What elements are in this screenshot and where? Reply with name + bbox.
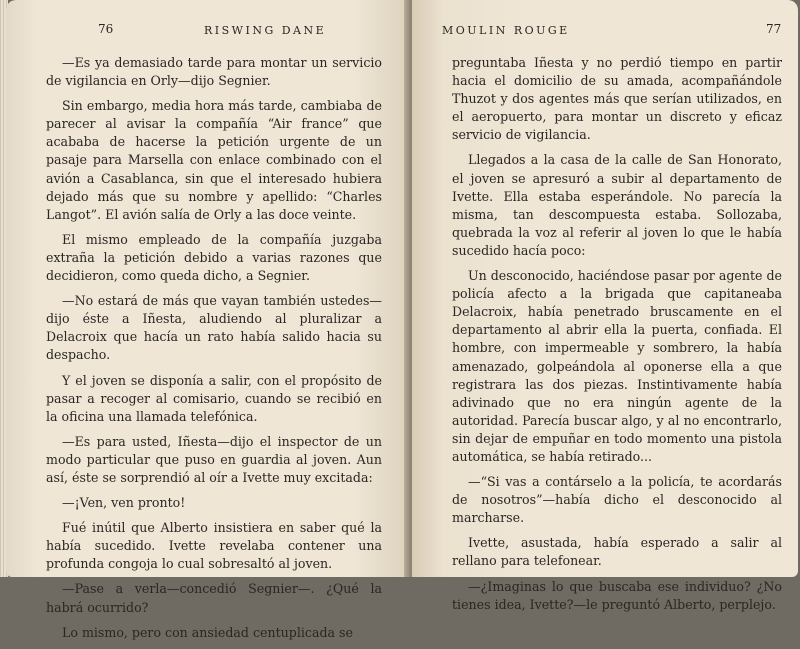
paragraph: El mismo empleado de la compañía juzgaba extraña la petición debido a varias razones que decidieron, como queda dicho, a Segnier. [46, 231, 382, 284]
paragraph: Llegados a la casa de la calle de San Honorato, el joven se apresuró a subir al departamento de Ivette. Ella estaba esperándole. No parecía la misma, tan descompuesta estaba. Sollozaba, quebrada la voz al referir al joven lo que le había sucedido hacía poco: [452, 152, 782, 258]
paragraph: —No estará de más que vayan también ustedes—dijo éste a Iñesta, aludiendo al pluralizar a Delacroix que hacía un rato había salido hacia su despacho. [46, 293, 382, 363]
right-page-text [452, 54, 782, 621]
left-running-head: RISWING DANE [204, 24, 327, 37]
paragraph: —“Si vas a contárselo a la policía, te acordarás de nosotros”—había dicho el desconocido al marcharse. [452, 474, 782, 526]
paragraph: Sin embargo, media hora más tarde, cambiaba de parecer al avisar la compañía “Air france” que acababa de hacerse la petición urgente de un pasaje para Marsella con enlace combinado con el avión a Casablanca, sin que el interesado hubiera dejado más que su nombre y apellido: “Charles Langot”. El avión salía de Orly a las doce veinte. [46, 98, 382, 222]
paragraph: —Pase a verla—concedió Segnier—. ¿Qué la habrá ocurrido? [46, 581, 382, 615]
left-page-text [46, 54, 382, 649]
paragraph: —¡Ven, ven pronto! [62, 495, 186, 511]
paragraph: Y el joven se disponía a salir, con el propósito de pasar a recoger al comisario, cuando se recibió en la oficina una llamada telefónica. [46, 372, 382, 424]
right-running-head: MOULIN ROUGE [442, 24, 570, 37]
paragraph: Ivette, asustada, había esperado a salir al rellano para telefonear. [452, 535, 782, 569]
paragraph: —Es para usted, Iñesta—dijo el inspector de un modo particular que puso en guardia al joven. Aun así, éste se sorprendió al oír a Ivette muy excitada: [46, 433, 382, 485]
right-page [412, 0, 798, 612]
paragraph: Lo mismo, pero con ansiedad centuplicada se [62, 624, 353, 640]
right-page-number: 77 [766, 22, 782, 36]
paragraph: Un desconocido, haciéndose pasar por agente de policía afecto a la brigada que capitaneaba Delacroix, había penetrado bruscamente en el departamento al abrir ella la puerta, confiada. El hombre, con impermeable y sombrero, la había amenazado, golpeándola al oponerse ella a que registrara las dos piezas. Instintivamente había adivinado que no era ningún agente de la autoridad. Parecía buscar algo, y al no encontrarlo, sin dejar de empuñar en todo momento una pistola automática, se había retirado... [452, 268, 782, 464]
paragraph: Fué inútil que Alberto insistiera en saber qué la había sucedido. Ivette revelaba contener una profunda congoja lo cual sobresaltó al joven. [46, 520, 382, 572]
left-page-number: 76 [98, 22, 114, 36]
paragraph: —¿Imaginas lo que buscaba ese individuo? ¿No tienes idea, Ivette?—le preguntó Alberto, perplejo. [452, 578, 782, 612]
left-page [6, 0, 410, 640]
paragraph: —Es ya demasiado tarde para montar un servicio de vigilancia en Orly—dijo Segnier. [46, 55, 382, 89]
paragraph: preguntaba Iñesta y no perdió tiempo en partir hacia el domicilio de su amada, acompañándole Thuzot y dos agentes más que serían utilizados, en el aeropuerto, para montar un discreto y eficaz servicio de vigilancia. [452, 55, 782, 143]
